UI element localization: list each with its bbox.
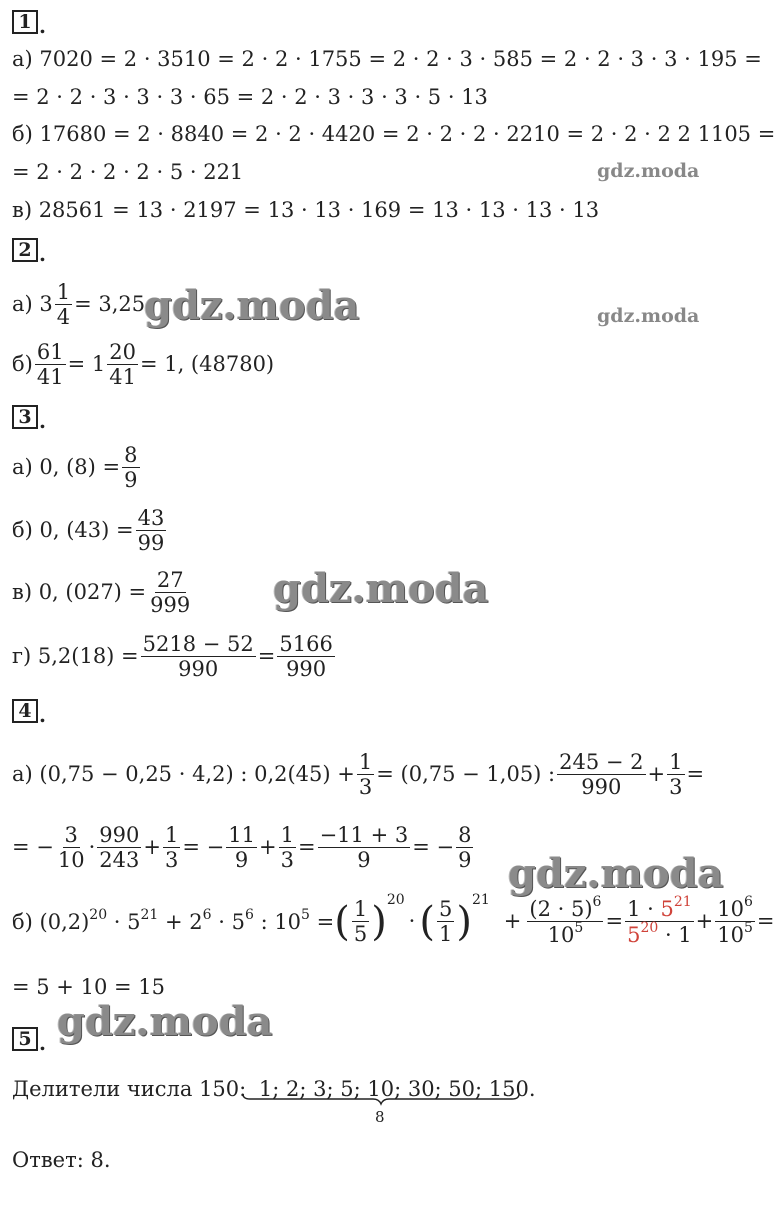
numerator: 5166	[279, 632, 333, 656]
task-number-text: 1	[18, 11, 32, 33]
task1-line-b2: = 2 · 2 · 2 · 2 · 5 · 221	[12, 160, 244, 184]
exponent: 21	[471, 891, 490, 908]
text: +	[258, 835, 277, 860]
numerator: 3	[64, 823, 78, 847]
text: ·	[88, 835, 96, 860]
denominator: 41	[36, 365, 64, 390]
text: =	[756, 909, 775, 934]
task1-line-b1: б) 17680 = 2 · 8840 = 2 · 2 · 4420 = 2 · 2 · 2 · 2210 = 2 · 2 · 2 2 1105 =	[12, 122, 775, 146]
fraction	[279, 823, 296, 872]
fraction	[226, 823, 257, 872]
task-number-3	[12, 405, 38, 429]
watermark: gdz.moda	[273, 565, 489, 612]
fraction	[107, 340, 138, 389]
task5-answer: Ответ: 8.	[12, 1148, 111, 1172]
left-paren: (	[334, 898, 350, 945]
period: .	[39, 242, 46, 266]
divisor-count: 8	[375, 1108, 385, 1126]
task-number-1	[12, 10, 38, 34]
text: = −	[182, 835, 225, 860]
text: · 1	[658, 923, 692, 948]
text: =	[297, 835, 316, 860]
text: +	[695, 909, 714, 934]
denominator: 10	[57, 848, 85, 873]
watermark: gdz.moda	[144, 282, 360, 329]
fraction	[625, 896, 694, 947]
denominator: 243	[99, 848, 140, 873]
denominator: 9	[357, 848, 371, 873]
exponent: 21	[140, 907, 159, 924]
exponent: 5	[744, 920, 753, 937]
text: а) (0,75 − 0,25 · 4,2) : 0,2(45) +	[12, 762, 355, 787]
task-number-4	[12, 699, 38, 723]
task4-line-b1	[12, 891, 775, 948]
text: ·	[408, 909, 416, 934]
task-number-text: 5	[18, 1028, 32, 1050]
fraction	[148, 568, 192, 617]
text: (2 · 5)	[529, 897, 593, 921]
text: =	[257, 644, 276, 669]
text: г) 5,2(18) =	[12, 644, 139, 669]
fraction	[55, 280, 72, 329]
fraction	[715, 896, 755, 947]
numerator: 61	[36, 340, 64, 364]
numerator: 5	[438, 897, 453, 921]
fraction	[557, 750, 645, 799]
denominator: 4	[56, 305, 71, 330]
watermark: gdz.moda	[597, 160, 700, 182]
text: =	[686, 762, 705, 787]
numerator: 1	[358, 750, 373, 774]
denominator	[546, 922, 586, 947]
task4-line-a1	[12, 750, 704, 799]
fraction	[357, 750, 374, 799]
exponent: 6	[244, 907, 254, 924]
fraction	[277, 632, 334, 681]
exponent: 6	[202, 907, 212, 924]
text: 10	[717, 897, 744, 921]
fraction	[456, 823, 473, 872]
fraction	[527, 896, 603, 947]
text: .	[528, 1077, 536, 1101]
denominator: 99	[137, 531, 165, 556]
text: = 1	[67, 352, 106, 377]
task1-line-c1: в) 28561 = 13 · 2197 = 13 · 13 · 169 = 13 · 13 · 13 · 13	[12, 198, 600, 222]
fraction	[56, 823, 87, 872]
task-number-5	[12, 1027, 38, 1051]
exponent: 20	[640, 920, 659, 937]
task1-line-a1: а) 7020 = 2 · 3510 = 2 · 2 · 1755 = 2 · 2 · 3 · 585 = 2 · 2 · 3 · 3 · 195 =	[12, 47, 762, 71]
numerator: 1	[669, 750, 683, 774]
text: + 2	[158, 910, 203, 935]
underbrace	[242, 1093, 520, 1105]
task-number-text: 4	[18, 700, 32, 722]
text: =	[309, 910, 335, 935]
text: +	[647, 762, 666, 787]
highlighted-base: 5	[660, 897, 674, 921]
fraction	[318, 823, 411, 872]
denominator: 999	[150, 593, 191, 618]
numerator: 5218 − 52	[142, 632, 254, 656]
text: =	[605, 909, 624, 934]
text: б) (0,2)	[12, 910, 90, 935]
watermark: gdz.moda	[508, 850, 724, 897]
exponent: 5	[574, 920, 584, 937]
exponent: 6	[744, 894, 753, 910]
denominator: 990	[581, 775, 622, 800]
text: 10	[717, 923, 744, 948]
denominator: 9	[124, 468, 138, 493]
denominator: 5	[353, 922, 368, 947]
exponent: 6	[592, 894, 602, 910]
text: = −	[12, 835, 54, 860]
task-number-text: 3	[18, 406, 32, 428]
numerator: 1	[165, 823, 179, 847]
left-paren: (	[419, 898, 435, 945]
numerator: 8	[124, 443, 138, 467]
fraction	[122, 443, 139, 492]
denominator	[625, 922, 694, 947]
numerator: 1	[280, 823, 294, 847]
numerator: 245 − 2	[559, 750, 644, 774]
text: 1 ·	[627, 897, 661, 921]
fraction	[35, 340, 66, 389]
exponent: 20	[89, 907, 108, 924]
numerator	[625, 896, 694, 922]
numerator: 990	[99, 823, 140, 847]
numerator: 43	[137, 506, 165, 530]
right-paren: )	[371, 898, 387, 945]
denominator	[715, 922, 755, 947]
period: .	[39, 703, 46, 727]
text: = 3,25	[74, 292, 146, 317]
exponent: 5	[301, 907, 310, 924]
text	[12, 907, 335, 935]
right-paren: )	[456, 898, 472, 945]
numerator: 8	[458, 823, 472, 847]
text: б) 0, (43) =	[12, 518, 134, 543]
task2-line-a	[12, 280, 145, 329]
fraction	[437, 897, 454, 946]
denominator: 9	[234, 848, 249, 873]
task2-line-b	[12, 340, 274, 389]
text: +	[143, 835, 161, 860]
text: а) 0, (8) =	[12, 455, 121, 480]
numerator	[715, 896, 755, 922]
fraction	[163, 823, 180, 872]
task4-line-a2	[12, 823, 475, 872]
text: = −	[412, 835, 455, 860]
numerator: 1	[353, 897, 368, 921]
denominator: 3	[358, 775, 373, 800]
fraction	[136, 506, 167, 555]
text: 10	[547, 923, 575, 948]
denominator: 990	[178, 657, 219, 682]
fraction	[352, 897, 369, 946]
period: .	[39, 14, 46, 38]
exponent: 20	[386, 891, 405, 908]
fraction	[667, 750, 684, 799]
numerator: −11 + 3	[319, 823, 409, 847]
task3-line-d	[12, 632, 337, 681]
task-number-text: 2	[18, 239, 32, 261]
numerator: 1	[56, 280, 71, 304]
denominator: 3	[280, 848, 294, 873]
text: б)	[12, 352, 33, 377]
text: · 5	[107, 910, 141, 935]
denominator: 3	[165, 848, 179, 873]
fraction	[141, 632, 256, 681]
task3-line-c	[12, 568, 194, 617]
text: Делители числа 150:	[12, 1077, 247, 1101]
text: в) 0, (027) =	[12, 580, 147, 605]
numerator	[527, 896, 603, 922]
numerator: 20	[109, 340, 136, 364]
denominator: 3	[669, 775, 683, 800]
numerator: 11	[228, 823, 255, 847]
text: +	[503, 909, 522, 934]
text: а) 3	[12, 292, 53, 317]
task3-line-b	[12, 506, 168, 555]
text: · 5	[211, 910, 245, 935]
denominator: 9	[458, 848, 472, 873]
text: : 10	[253, 910, 302, 935]
watermark: gdz.moda	[597, 305, 700, 327]
task4-line-b2: = 5 + 10 = 15	[12, 975, 165, 999]
text: = 1, (48780)	[139, 352, 275, 377]
denominator: 41	[109, 365, 136, 390]
fraction	[97, 823, 141, 872]
task-number-2	[12, 238, 38, 262]
exponent: 21	[673, 894, 692, 910]
numerator: 27	[156, 568, 184, 592]
period: .	[39, 409, 46, 433]
denominator: 990	[286, 657, 327, 682]
period: .	[39, 1031, 46, 1055]
text: = (0,75 − 1,05) :	[376, 762, 556, 787]
watermark: gdz.moda	[57, 998, 273, 1045]
denominator: 1	[438, 922, 453, 947]
divisors-list: 1; 2; 3; 5; 10; 30; 50; 150	[258, 1077, 529, 1101]
task3-line-a	[12, 443, 142, 492]
task1-line-a2: = 2 · 2 · 3 · 3 · 3 · 65 = 2 · 2 · 3 · 3 · 3 · 5 · 13	[12, 85, 488, 109]
highlighted-base: 5	[627, 923, 641, 948]
